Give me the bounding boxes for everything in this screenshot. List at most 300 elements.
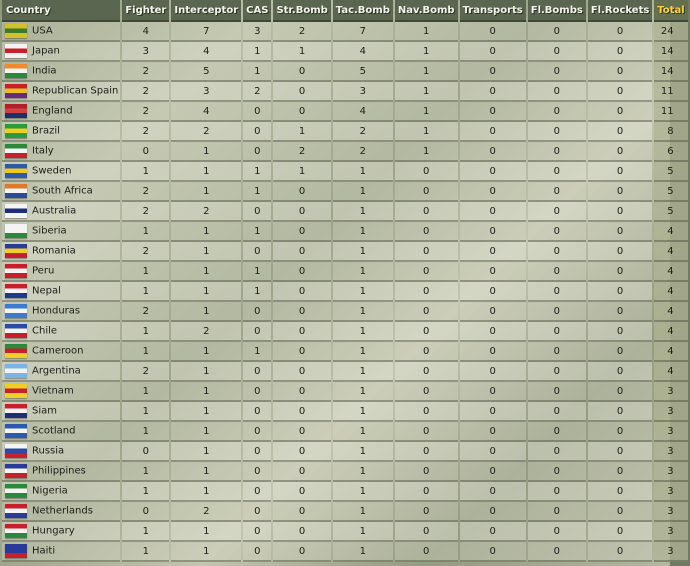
cas-cell: 0 <box>243 382 271 402</box>
interceptor-cell: 1 <box>171 242 241 262</box>
cas-cell: 0 <box>243 322 271 342</box>
country-cell <box>2 82 120 102</box>
transports-cell: 0 <box>460 42 526 62</box>
total-cell: 3 <box>654 522 687 542</box>
flbombs-cell: 0 <box>528 202 586 222</box>
cas-cell: 0 <box>243 522 271 542</box>
navbomb-cell: 0 <box>395 262 458 282</box>
tacbomb-cell: 4 <box>333 102 393 122</box>
transports-cell: 0 <box>460 382 526 402</box>
transports-cell: 0 <box>460 302 526 322</box>
table-row[interactable] <box>2 422 688 442</box>
interceptor-cell: 4 <box>171 102 241 122</box>
navbomb-cell: 0 <box>395 522 458 542</box>
tacbomb-cell: 1 <box>333 342 393 362</box>
table-row[interactable] <box>2 202 688 222</box>
honduras-flag-icon <box>5 304 27 318</box>
italy-flag-icon <box>5 144 27 158</box>
flrockets-cell: 0 <box>588 222 652 242</box>
tacbomb-cell: 1 <box>333 442 393 462</box>
header-cas[interactable]: CAS <box>243 0 271 22</box>
nigeria-flag-icon <box>5 484 27 498</box>
interceptor-cell: 5 <box>171 62 241 82</box>
hungary-flag-icon <box>5 524 27 538</box>
interceptor-cell: 1 <box>171 222 241 242</box>
strbomb-cell: 0 <box>273 442 330 462</box>
strbomb-cell: 0 <box>273 222 330 242</box>
flbombs-cell: 0 <box>528 382 586 402</box>
fighter-cell: 2 <box>122 82 169 102</box>
transports-cell: 0 <box>460 542 526 562</box>
country-name: Cameroon <box>32 345 84 357</box>
brazil-flag-icon <box>5 124 27 138</box>
table-row[interactable] <box>2 82 688 102</box>
transports-cell: 0 <box>460 82 526 102</box>
transports-cell: 0 <box>460 262 526 282</box>
transports-cell: 0 <box>460 202 526 222</box>
table-row[interactable] <box>2 242 688 262</box>
cas-cell: 1 <box>243 162 271 182</box>
transports-cell: 0 <box>460 162 526 182</box>
table-row[interactable] <box>2 122 688 142</box>
header-row <box>2 0 688 22</box>
flbombs-cell: 0 <box>528 502 586 522</box>
fighter-cell: 1 <box>122 482 169 502</box>
tacbomb-cell: 1 <box>333 202 393 222</box>
navbomb-cell: 0 <box>395 502 458 522</box>
tacbomb-cell: 4 <box>333 42 393 62</box>
strbomb-cell: 0 <box>273 402 330 422</box>
fighter-cell: 1 <box>122 262 169 282</box>
country-name: Sweden <box>32 165 72 177</box>
total-cell: 4 <box>654 322 687 342</box>
strbomb-cell: 0 <box>273 302 330 322</box>
republican-spain-flag-icon <box>5 84 27 98</box>
table-row[interactable] <box>2 382 688 402</box>
country-name: India <box>32 65 57 77</box>
interceptor-cell: 1 <box>171 302 241 322</box>
fighter-cell: 2 <box>122 242 169 262</box>
tacbomb-cell: 1 <box>333 482 393 502</box>
total-cell: 14 <box>654 62 687 82</box>
country-name: Russia <box>32 445 65 457</box>
strbomb-cell: 0 <box>273 82 330 102</box>
fighter-cell: 1 <box>122 342 169 362</box>
vietnam-flag-icon <box>5 384 27 398</box>
transports-cell: 0 <box>460 522 526 542</box>
cas-cell: 0 <box>243 442 271 462</box>
south-africa-flag-icon <box>5 184 27 198</box>
table-row[interactable] <box>2 162 688 182</box>
table-row[interactable] <box>2 22 688 42</box>
country-cell <box>2 242 120 262</box>
cas-cell: 0 <box>243 102 271 122</box>
navbomb-cell: 1 <box>395 62 458 82</box>
flbombs-cell: 0 <box>528 62 586 82</box>
fighter-cell: 2 <box>122 122 169 142</box>
country-name: USA <box>32 25 53 37</box>
japan-flag-icon <box>5 44 27 58</box>
flbombs-cell: 0 <box>528 322 586 342</box>
country-cell <box>2 42 120 62</box>
table-row[interactable] <box>2 222 688 242</box>
flrockets-cell: 0 <box>588 142 652 162</box>
navbomb-cell: 0 <box>395 462 458 482</box>
fighter-cell: 1 <box>122 522 169 542</box>
interceptor-cell: 3 <box>171 82 241 102</box>
argentina-flag-icon <box>5 364 27 378</box>
navbomb-cell: 0 <box>395 242 458 262</box>
fighter-cell: 2 <box>122 362 169 382</box>
flbombs-cell: 0 <box>528 402 586 422</box>
transports-cell: 0 <box>460 62 526 82</box>
flrockets-cell: 0 <box>588 242 652 262</box>
flrockets-cell: 0 <box>588 122 652 142</box>
table-row[interactable] <box>2 182 688 202</box>
country-cell <box>2 182 120 202</box>
table-row[interactable] <box>2 462 688 482</box>
country-cell <box>2 202 120 222</box>
tacbomb-cell: 2 <box>333 122 393 142</box>
cas-cell: 1 <box>243 342 271 362</box>
interceptor-cell: 2 <box>171 122 241 142</box>
table-row[interactable] <box>2 542 688 562</box>
strbomb-cell: 2 <box>273 22 330 42</box>
country-cell <box>2 522 120 542</box>
navbomb-cell: 1 <box>395 82 458 102</box>
navbomb-cell: 1 <box>395 142 458 162</box>
country-name: Honduras <box>32 305 81 317</box>
tacbomb-cell: 1 <box>333 322 393 342</box>
total-cell: 5 <box>654 202 687 222</box>
interceptor-cell: 1 <box>171 482 241 502</box>
country-cell <box>2 322 120 342</box>
table-row[interactable] <box>2 362 688 382</box>
strbomb-cell: 1 <box>273 42 330 62</box>
flbombs-cell: 0 <box>528 182 586 202</box>
england-flag-icon <box>5 104 27 118</box>
interceptor-cell: 1 <box>171 182 241 202</box>
interceptor-cell: 1 <box>171 342 241 362</box>
flrockets-cell: 0 <box>588 62 652 82</box>
strbomb-cell: 0 <box>273 422 330 442</box>
strbomb-cell: 0 <box>273 102 330 122</box>
country-name: Brazil <box>32 125 60 137</box>
table-row[interactable] <box>2 442 688 462</box>
total-cell: 4 <box>654 362 687 382</box>
tacbomb-cell: 5 <box>333 62 393 82</box>
header-transports[interactable]: Transports <box>460 0 526 22</box>
flbombs-cell: 0 <box>528 282 586 302</box>
header-fl-bombs[interactable]: Fl.Bombs <box>528 0 586 22</box>
cas-cell: 0 <box>243 242 271 262</box>
fighter-cell: 0 <box>122 142 169 162</box>
country-name: Siberia <box>32 225 67 237</box>
total-cell: 5 <box>654 162 687 182</box>
peru-flag-icon <box>5 264 27 278</box>
country-name: South Africa <box>32 185 93 197</box>
country-name: Nigeria <box>32 485 68 497</box>
flbombs-cell: 0 <box>528 142 586 162</box>
transports-cell: 0 <box>460 362 526 382</box>
country-cell <box>2 422 120 442</box>
flbombs-cell: 0 <box>528 162 586 182</box>
cas-cell: 0 <box>243 502 271 522</box>
country-name: Romania <box>32 245 76 257</box>
total-cell: 3 <box>654 502 687 522</box>
cas-cell: 1 <box>243 222 271 242</box>
country-name: Nepal <box>32 285 61 297</box>
transports-cell: 0 <box>460 222 526 242</box>
header-country[interactable]: Country <box>2 0 120 22</box>
navbomb-cell: 0 <box>395 442 458 462</box>
header-str-bomb[interactable]: Str.Bomb <box>273 0 330 22</box>
navbomb-cell: 0 <box>395 302 458 322</box>
flbombs-cell: 0 <box>528 262 586 282</box>
country-cell <box>2 442 120 462</box>
flrockets-cell: 0 <box>588 362 652 382</box>
interceptor-cell: 1 <box>171 402 241 422</box>
strbomb-cell: 0 <box>273 282 330 302</box>
tacbomb-cell: 1 <box>333 282 393 302</box>
country-name: Haiti <box>32 545 56 557</box>
flrockets-cell: 0 <box>588 282 652 302</box>
flbombs-cell: 0 <box>528 442 586 462</box>
siam-flag-icon <box>5 404 27 418</box>
table-row[interactable] <box>2 302 688 322</box>
strbomb-cell: 0 <box>273 182 330 202</box>
tacbomb-cell: 1 <box>333 522 393 542</box>
flbombs-cell: 0 <box>528 22 586 42</box>
fighter-cell: 1 <box>122 162 169 182</box>
flrockets-cell: 0 <box>588 482 652 502</box>
navbomb-cell: 0 <box>395 342 458 362</box>
table-row[interactable] <box>2 62 688 82</box>
transports-cell: 0 <box>460 442 526 462</box>
flrockets-cell: 0 <box>588 102 652 122</box>
flrockets-cell: 0 <box>588 442 652 462</box>
table-row[interactable] <box>2 522 688 542</box>
transports-cell: 0 <box>460 342 526 362</box>
country-cell <box>2 302 120 322</box>
siberia-flag-icon <box>5 224 27 238</box>
flrockets-cell: 0 <box>588 82 652 102</box>
country-name: Republican Spain <box>32 85 119 97</box>
table-row[interactable] <box>2 342 688 362</box>
india-flag-icon <box>5 64 27 78</box>
tacbomb-cell: 1 <box>333 462 393 482</box>
cas-cell: 1 <box>243 42 271 62</box>
interceptor-cell: 1 <box>171 382 241 402</box>
interceptor-cell: 2 <box>171 322 241 342</box>
strbomb-cell: 0 <box>273 342 330 362</box>
philippines-flag-icon <box>5 464 27 478</box>
table-row[interactable] <box>2 322 688 342</box>
navbomb-cell: 0 <box>395 222 458 242</box>
flrockets-cell: 0 <box>588 322 652 342</box>
navbomb-cell: 1 <box>395 42 458 62</box>
country-cell <box>2 502 120 522</box>
strbomb-cell: 0 <box>273 322 330 342</box>
country-cell <box>2 262 120 282</box>
flbombs-cell: 0 <box>528 302 586 322</box>
flbombs-cell: 0 <box>528 522 586 542</box>
header-interceptor[interactable]: Interceptor <box>171 0 241 22</box>
fighter-cell: 1 <box>122 462 169 482</box>
fighter-cell: 2 <box>122 202 169 222</box>
fighter-cell: 1 <box>122 402 169 422</box>
scotland-flag-icon <box>5 424 27 438</box>
total-cell: 8 <box>654 122 687 142</box>
navbomb-cell: 1 <box>395 102 458 122</box>
country-name: Hungary <box>32 525 75 537</box>
country-name: Netherlands <box>32 505 93 517</box>
table-row[interactable] <box>2 502 688 522</box>
country-cell <box>2 542 120 562</box>
country-cell <box>2 402 120 422</box>
flbombs-cell: 0 <box>528 542 586 562</box>
country-name: Australia <box>32 205 77 217</box>
cas-cell: 0 <box>243 302 271 322</box>
fighter-cell: 1 <box>122 422 169 442</box>
total-cell: 24 <box>654 22 687 42</box>
table-row[interactable] <box>2 402 688 422</box>
cameroon-flag-icon <box>5 344 27 358</box>
transports-cell: 0 <box>460 22 526 42</box>
table-row[interactable] <box>2 42 688 62</box>
total-cell: 3 <box>654 382 687 402</box>
fighter-cell: 2 <box>122 182 169 202</box>
navbomb-cell: 0 <box>395 422 458 442</box>
tacbomb-cell: 1 <box>333 302 393 322</box>
flbombs-cell: 0 <box>528 482 586 502</box>
tacbomb-cell: 1 <box>333 502 393 522</box>
table-row[interactable] <box>2 262 688 282</box>
table-row[interactable] <box>2 142 688 162</box>
interceptor-cell: 2 <box>171 502 241 522</box>
table-row[interactable] <box>2 482 688 502</box>
flrockets-cell: 0 <box>588 42 652 62</box>
strbomb-cell: 2 <box>273 142 330 162</box>
tacbomb-cell: 1 <box>333 422 393 442</box>
flbombs-cell: 0 <box>528 422 586 442</box>
total-cell: 4 <box>654 262 687 282</box>
chile-flag-icon <box>5 324 27 338</box>
navbomb-cell: 0 <box>395 362 458 382</box>
interceptor-cell: 1 <box>171 162 241 182</box>
strbomb-cell: 0 <box>273 482 330 502</box>
fighter-cell: 1 <box>122 222 169 242</box>
cas-cell: 1 <box>243 62 271 82</box>
strbomb-cell: 0 <box>273 362 330 382</box>
flrockets-cell: 0 <box>588 502 652 522</box>
total-cell: 11 <box>654 102 687 122</box>
transports-cell: 0 <box>460 182 526 202</box>
interceptor-cell: 1 <box>171 442 241 462</box>
fighter-cell: 1 <box>122 382 169 402</box>
navbomb-cell: 0 <box>395 482 458 502</box>
interceptor-cell: 1 <box>171 522 241 542</box>
table-row[interactable] <box>2 282 688 302</box>
table-row[interactable] <box>2 102 688 122</box>
tacbomb-cell: 1 <box>333 182 393 202</box>
flbombs-cell: 0 <box>528 462 586 482</box>
tacbomb-cell: 1 <box>333 162 393 182</box>
header-fighter[interactable]: Fighter <box>122 0 169 22</box>
transports-cell: 0 <box>460 462 526 482</box>
flrockets-cell: 0 <box>588 22 652 42</box>
header-fl-rockets[interactable]: Fl.Rockets <box>588 0 652 22</box>
total-cell: 3 <box>654 482 687 502</box>
strbomb-cell: 0 <box>273 542 330 562</box>
strbomb-cell: 0 <box>273 202 330 222</box>
total-cell: 3 <box>654 442 687 462</box>
flrockets-cell: 0 <box>588 302 652 322</box>
header-tac-bomb[interactable]: Tac.Bomb <box>333 0 393 22</box>
header-total[interactable]: Total <box>654 0 687 22</box>
interceptor-cell: 4 <box>171 42 241 62</box>
strbomb-cell: 1 <box>273 162 330 182</box>
romania-flag-icon <box>5 244 27 258</box>
tacbomb-cell: 3 <box>333 82 393 102</box>
interceptor-cell: 1 <box>171 422 241 442</box>
header-nav-bomb[interactable]: Nav.Bomb <box>395 0 458 22</box>
navbomb-cell: 0 <box>395 402 458 422</box>
country-name: Scotland <box>32 425 76 437</box>
country-name: Siam <box>32 405 57 417</box>
flrockets-cell: 0 <box>588 462 652 482</box>
tacbomb-cell: 1 <box>333 242 393 262</box>
total-cell: 11 <box>654 82 687 102</box>
country-cell <box>2 62 120 82</box>
flbombs-cell: 0 <box>528 102 586 122</box>
transports-cell: 0 <box>460 122 526 142</box>
transports-cell: 0 <box>460 482 526 502</box>
flbombs-cell: 0 <box>528 122 586 142</box>
country-cell <box>2 482 120 502</box>
country-name: Chile <box>32 325 58 337</box>
country-cell <box>2 22 120 42</box>
fighter-cell: 2 <box>122 102 169 122</box>
strbomb-cell: 0 <box>273 62 330 82</box>
flbombs-cell: 0 <box>528 362 586 382</box>
fighter-cell: 2 <box>122 62 169 82</box>
interceptor-cell: 7 <box>171 22 241 42</box>
total-cell: 14 <box>654 42 687 62</box>
transports-cell: 0 <box>460 242 526 262</box>
flbombs-cell: 0 <box>528 222 586 242</box>
nepal-flag-icon <box>5 284 27 298</box>
haiti-flag-icon <box>5 544 27 558</box>
navbomb-cell: 1 <box>395 22 458 42</box>
total-cell: 4 <box>654 282 687 302</box>
fighter-cell: 4 <box>122 22 169 42</box>
country-name: Argentina <box>32 365 81 377</box>
cas-cell: 0 <box>243 462 271 482</box>
fighter-cell: 0 <box>122 442 169 462</box>
tacbomb-cell: 1 <box>333 382 393 402</box>
strbomb-cell: 0 <box>273 262 330 282</box>
cas-cell: 0 <box>243 402 271 422</box>
interceptor-cell: 1 <box>171 462 241 482</box>
tacbomb-cell: 1 <box>333 402 393 422</box>
total-cell: 3 <box>654 402 687 422</box>
cas-cell: 3 <box>243 22 271 42</box>
country-cell <box>2 222 120 242</box>
interceptor-cell: 1 <box>171 142 241 162</box>
transports-cell: 0 <box>460 322 526 342</box>
table-body <box>2 22 688 562</box>
